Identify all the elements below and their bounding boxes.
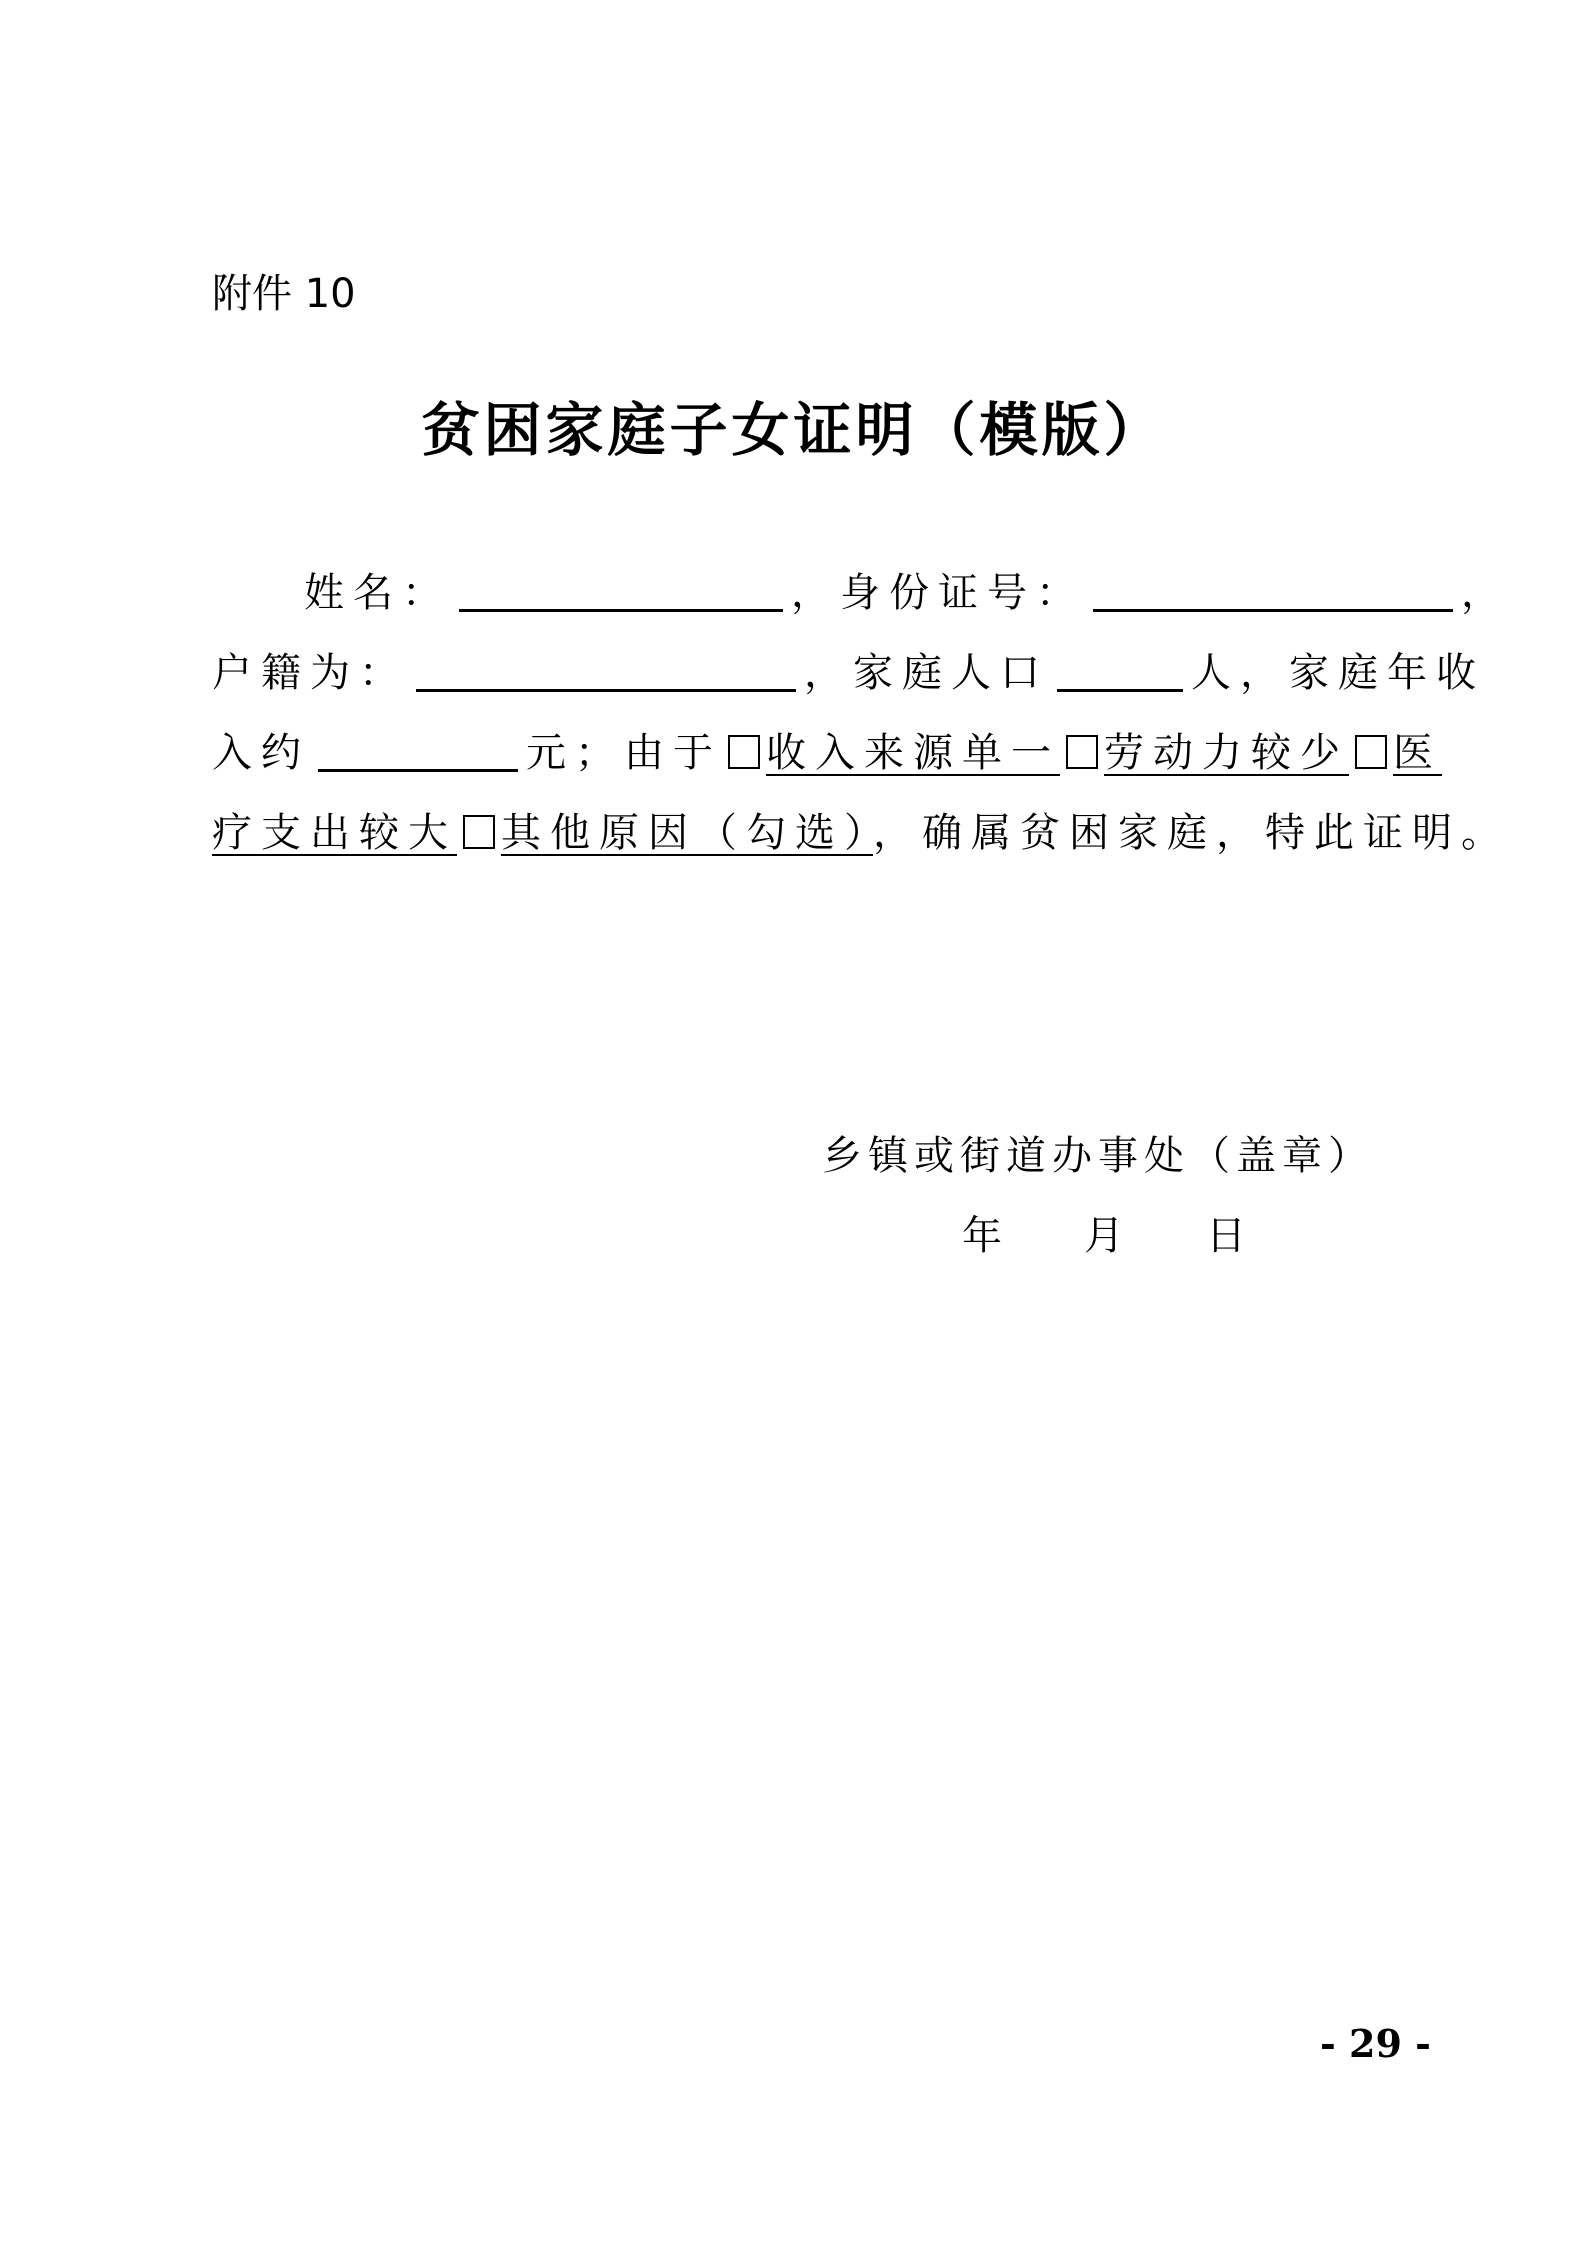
reason-less-labor: 劳动力较少 bbox=[1104, 730, 1349, 776]
income-suffix: 元；由于 bbox=[526, 730, 722, 776]
form-line-name bbox=[212, 553, 1510, 633]
person-unit-label: 人，家庭年收 bbox=[1191, 650, 1485, 696]
id-label: ，身份证号： bbox=[791, 570, 1085, 616]
income-blank-field[interactable] bbox=[318, 725, 518, 772]
household-label: 户籍为： bbox=[212, 650, 408, 696]
comma: ， bbox=[1461, 570, 1510, 616]
signature-stamp-label: 乡镇或街道办事处（盖章） bbox=[822, 1133, 1374, 1179]
attachment-label: 附件 10 bbox=[212, 271, 356, 317]
family-population-label: ，家庭人口 bbox=[804, 650, 1049, 696]
date-day: 日 bbox=[1206, 1213, 1246, 1259]
form-line-household bbox=[212, 633, 1485, 713]
reason-single-income: 收入来源单一 bbox=[766, 730, 1060, 776]
date-year: 年 bbox=[962, 1213, 1002, 1259]
certification-ending: ，确属贫困家庭，特此证明。 bbox=[873, 810, 1510, 856]
name-blank-field[interactable] bbox=[459, 565, 783, 612]
page-number: - 29 - bbox=[1320, 2021, 1431, 2066]
id-number-blank-field[interactable] bbox=[1093, 565, 1453, 612]
form-line-income bbox=[212, 713, 1442, 793]
reason-medical-part2: 疗支出较大 bbox=[212, 810, 457, 856]
name-label: 姓名： bbox=[304, 570, 451, 616]
household-blank-field[interactable] bbox=[416, 645, 796, 692]
income-prefix: 入约 bbox=[212, 730, 310, 776]
checkbox-medical-expense[interactable] bbox=[1355, 735, 1387, 769]
form-line-reason bbox=[212, 793, 1510, 873]
date-month: 月 bbox=[1084, 1213, 1124, 1259]
checkbox-single-income[interactable] bbox=[728, 735, 760, 769]
reason-medical-part1: 医 bbox=[1393, 730, 1442, 776]
date-line bbox=[962, 1208, 1328, 1264]
family-population-blank-field[interactable] bbox=[1057, 645, 1183, 692]
reason-other: 其他原因（勾选） bbox=[501, 810, 873, 856]
document-title: 贫困家庭子女证明（模版） bbox=[421, 396, 1166, 464]
checkbox-less-labor[interactable] bbox=[1066, 735, 1098, 769]
checkbox-other-reason[interactable] bbox=[463, 815, 495, 849]
